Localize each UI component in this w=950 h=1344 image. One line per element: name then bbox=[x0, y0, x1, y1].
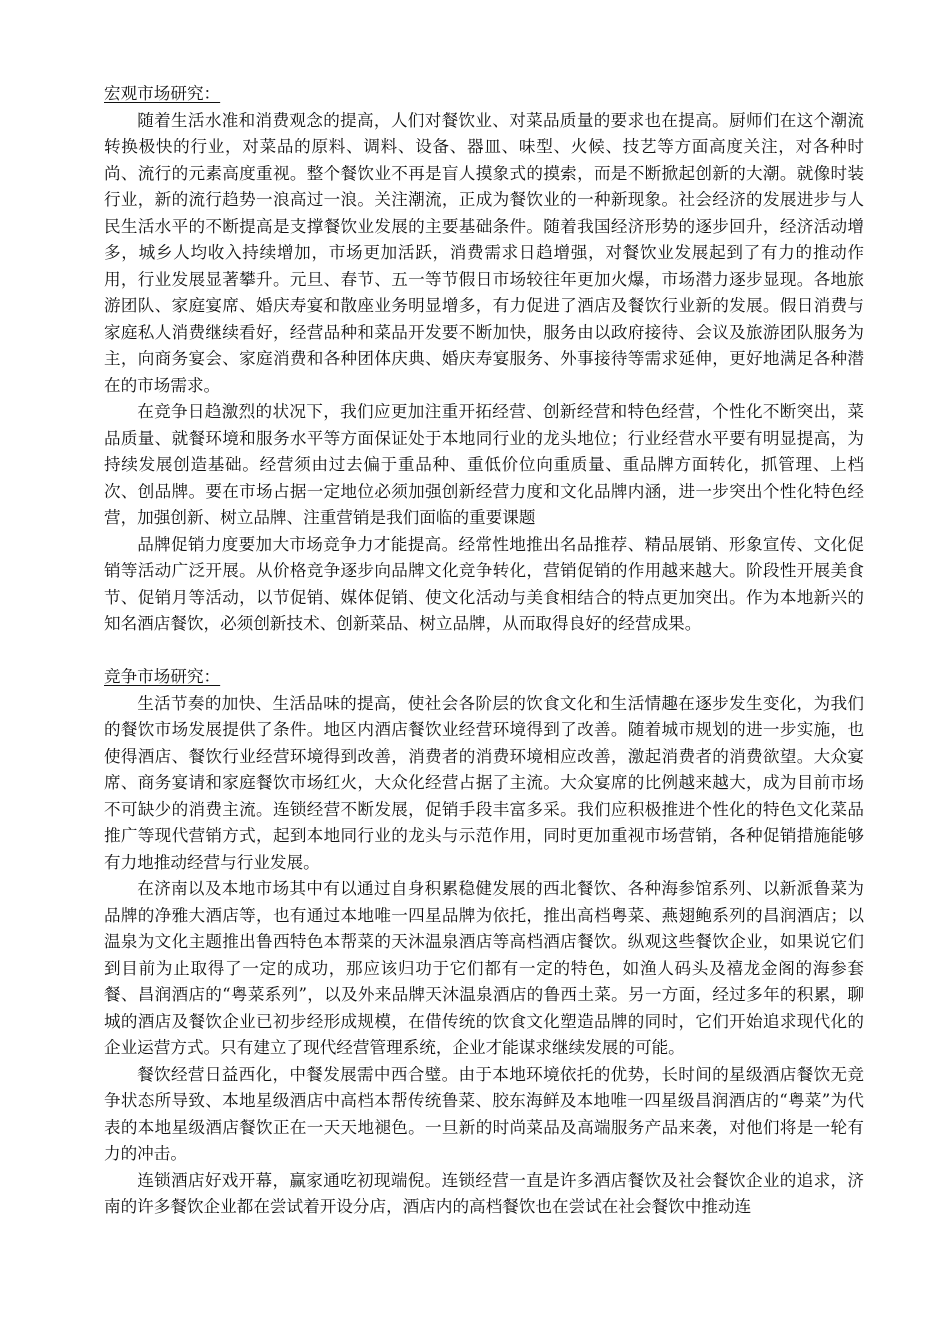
competitive-market-section bbox=[104, 664, 864, 1221]
section-spacer bbox=[104, 638, 864, 665]
paragraph: 在竞争日趋激烈的状况下，我们应更加注重开拓经营、创新经营和特色经营，个性化不断突出，菜品质量、就餐环境和服务水平等方面保证处于本地同行业的龙头地位；行业经营水平要有明显提高，为持续发展创造基础。经营须由过去偏于重品种、重低价位向重质量、重品牌方面转化，抓管理、上档次、创品牌。要在市场占据一定地位必须加强创新经营力度和文化品牌内涵，进一步突出个性化特色经营，加强创新、树立品牌、注重营销是我们面临的重要课题 bbox=[104, 402, 864, 527]
section-heading: 宏观市场研究： bbox=[104, 84, 221, 103]
section-heading: 竞争市场研究： bbox=[104, 667, 221, 686]
document-page bbox=[104, 81, 864, 1221]
paragraph: 品牌促销力度要加大市场竞争力才能提高。经常性地推出名品推荐、精品展销、形象宣传、文化促销等活动广泛开展。从价格竞争逐步向品牌文化竞争转化，营销促销的作用越来越大。阶段性开展美食节、促销月等活动，以节促销、媒体促销、使文化活动与美食相结合的特点更加突出。作为本地新兴的知名酒店餐饮，必须创新技术、创新菜品、树立品牌，从而取得良好的经营成果。 bbox=[104, 534, 864, 633]
paragraph: 生活节奏的加快、生活品味的提高，使社会各阶层的饮食文化和生活情趣在逐步发生变化，为我们的餐饮市场发展提供了条件。地区内酒店餐饮业经营环境得到了改善。随着城市规划的进一步实施，也使得酒店、餐饮行业经营环境得到改善，消费者的消费环境相应改善，激起消费者的消费欲望。大众宴席、商务宴请和家庭餐饮市场红火，大众化经营占据了主流。大众宴席的比例越来越大，成为目前市场不可缺少的消费主流。连锁经营不断发展，促销手段丰富多采。我们应积极推进个性化的特色文化菜品推广等现代营销方式，起到本地同行业的龙头与示范作用，同时更加重视市场营销，各种促销措施能够有力地推动经营与行业发展。 bbox=[104, 693, 864, 872]
macro-market-section bbox=[104, 81, 864, 638]
paragraph: 连锁酒店好戏开幕，赢家通吃初现端倪。连锁经营一直是许多酒店餐饮及社会餐饮企业的追求，济南的许多餐饮企业都在尝试着开设分店，酒店内的高档餐饮也在尝试在社会餐饮中推动连 bbox=[104, 1170, 864, 1216]
paragraph: 随着生活水准和消费观念的提高，人们对餐饮业、对菜品质量的要求也在提高。厨师们在这个潮流转换极快的行业，对菜品的原料、调料、设备、器皿、味型、火候、技艺等方面高度关注，对各种时尚、流行的元素高度重视。整个餐饮业不再是盲人摸象式的摸索，而是不断掀起创新的大潮。就像时装行业，新的流行趋势一浪高过一浪。关注潮流，正成为餐饮业的一种新现象。社会经济的发展进步与人民生活水平的不断提高是支撑餐饮业发展的主要基础条件。随着我国经济形势的逐步回升，经济活动增多，城乡人均收入持续增加，市场更加活跃，消费需求日趋增强，对餐饮业发展起到了有力的推动作用，行业发展显著攀升。元旦、春节、五一等节假日市场较往年更加火爆，市场潜力逐步显现。各地旅游团队、家庭宴席、婚庆寿宴和散座业务明显增多，有力促进了酒店及餐饮行业新的发展。假日消费与家庭私人消费继续看好，经营品种和菜品开发要不断加快，服务由以政府接待、会议及旅游团队服务为主，向商务宴会、家庭消费和各种团体庆典、婚庆寿宴服务、外事接待等需求延伸，更好地满足各种潜在的市场需求。 bbox=[104, 110, 864, 395]
paragraph: 在济南以及本地市场其中有以通过自身积累稳健发展的西北餐饮、各种海参馆系列、以新派鲁菜为品牌的净雅大酒店等，也有通过本地唯一四星品牌为依托，推出高档粤菜、燕翅鲍系列的昌润酒店；以温泉为文化主题推出鲁西特色本帮菜的天沐温泉酒店等高档酒店餐饮。纵观这些餐饮企业，如果说它们到目前为止取得了一定的成功，那应该归功于它们都有一定的特色，如渔人码头及禧龙金阁的海参套餐、昌润酒店的“粤菜系列”，以及外来品牌天沐温泉酒店的鲁西土菜。另一方面，经过多年的积累，聊城的酒店及餐饮企业已初步经形成规模，在借传统的饮食文化塑造品牌的同时，它们开始追求现代化的企业运营方式。只有建立了现代经营管理系统，企业才能谋求继续发展的可能。 bbox=[104, 879, 864, 1057]
paragraph: 餐饮经营日益西化，中餐发展需中西合璧。由于本地环境依托的优势，长时间的星级酒店餐饮无竞争状态所导致、本地星级酒店中高档本帮传统鲁菜、胶东海鲜及本地唯一四星级昌润酒店的“粤菜”为代表的本地星级酒店餐饮正在一天天地褪色。一旦新的时尚菜品及高端服务产品来袭，对他们将是一轮有力的冲击。 bbox=[104, 1064, 864, 1163]
